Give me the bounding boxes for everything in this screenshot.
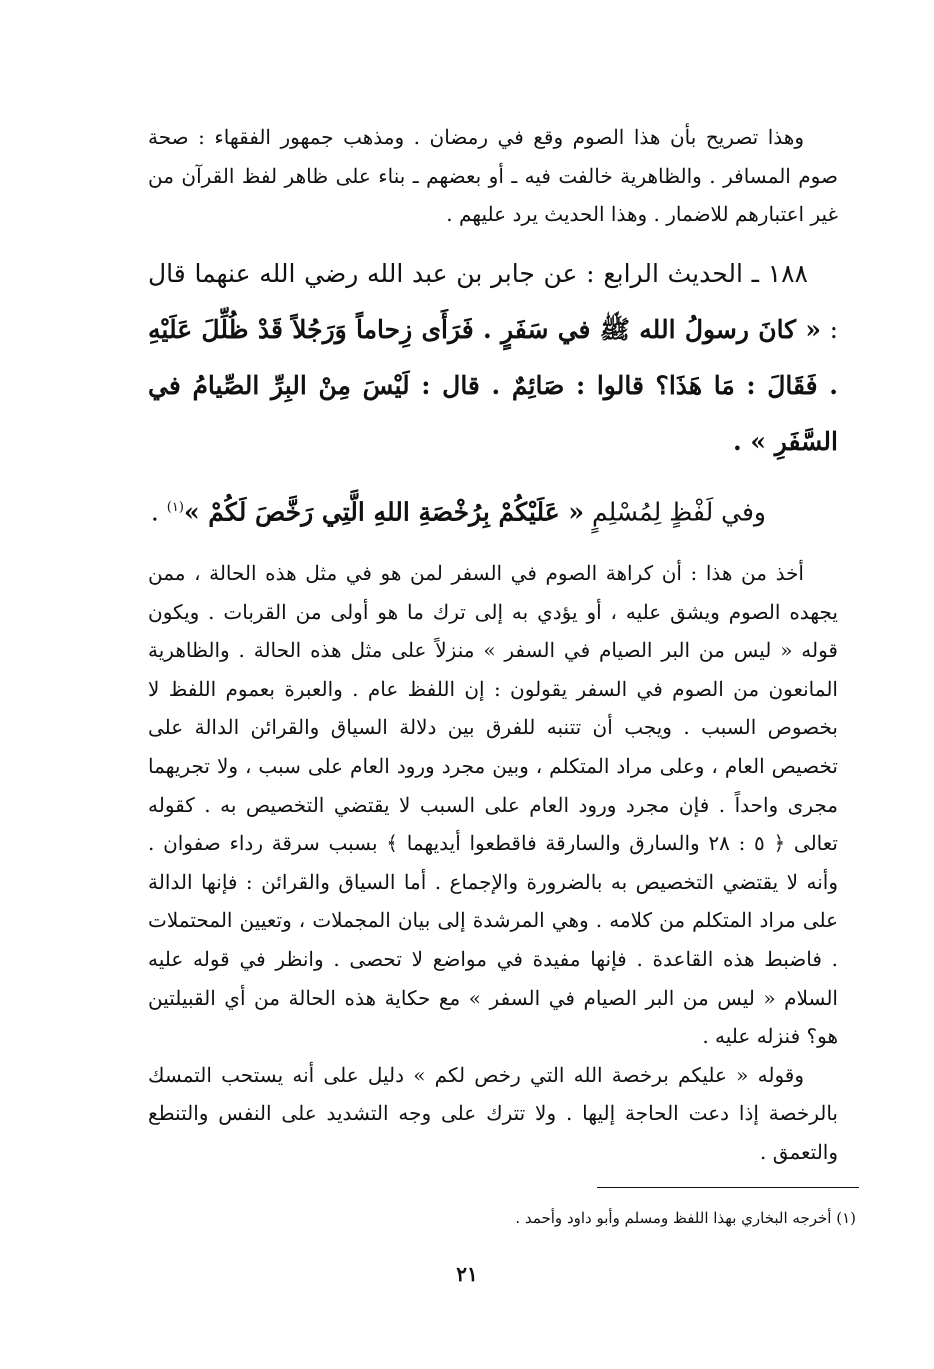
page-body <box>148 118 838 1172</box>
hadith-intro: ١٨٨ ـ الحديث الرابع : عن جابر بن عبد الله رضي الله عنهما قال : <box>148 258 838 344</box>
muslim-prefix: وفي لَفْظٍ لِمُسْلِمٍ <box>591 497 766 527</box>
intro-paragraph: وهذا تصريح بأن هذا الصوم وقع في رمضان . ومذهب جمهور الفقهاء : صحة صوم المسافر . والظاهرية خالفت فيه ـ أو بعضهم ـ بناء على ظاهر لفظ القرآن من غير اعتبارهم للاضمار . وهذا الحديث يرد عليهم . <box>148 125 838 227</box>
page-number: ٢١ <box>456 1262 478 1286</box>
footnote-ref[interactable]: (١) <box>166 499 184 515</box>
muslim-end: . <box>150 497 167 527</box>
footnote: (١) أخرجه البخاري بهذا اللفظ ومسلم وأبو داود وأحمد . <box>515 1209 856 1227</box>
muslim-narration <box>148 480 838 540</box>
footnote-divider <box>597 1187 859 1188</box>
hadith-paragraph <box>148 246 838 470</box>
hadith-text: « كانَ رسولُ الله ﷺ في سَفَرٍ . فَرَأَى زِحاماً وَرَجُلاً قَدْ ظُلِّلَ عَلَيْهِ . فَقَالَ : مَا هَذَا؟ قالوا : صَائِمٌ . قال : لَيْسَ مِنْ البِرِّ الصِّيامُ في السَّفَرِ » . <box>148 314 838 456</box>
muslim-text: « عَلَيْكُمْ بِرُخْصَةِ اللهِ الَّتِي رَخَّصَ لَكُمْ » <box>183 497 584 527</box>
closing-paragraph: وقوله « عليكم برخصة الله التي رخص لكم » دليل على أنه يستحب التمسك بالرخصة إذا دعت الحاجة إليها . ولا تترك على وجه التشديد على النفس والتنطع والتعمق . <box>148 1062 838 1165</box>
commentary-paragraph: أخذ من هذا : أن كراهة الصوم في السفر لمن هو في مثل هذه الحالة ، ممن يجهده الصوم ويشق عليه ، أو يؤدي به إلى ترك ما هو أولى من القربات . ويكون قوله « ليس من البر الصيام في السفر » منزلاً على مثل هذه الحالة . والظاهرية المانعون من الصوم في السفر يقولون : إن اللفظ عام . والعبرة بعموم اللفظ لا بخصوص السبب . ويجب أن تتنبه للفرق بين دلالة السياق والقرائن الدالة على تخصيص العام ، وعلى مراد المتكلم ، وبين مجرد ورود العام على سبب ، ولا تجريهما مجرى واحداً . فإن مجرد ورود العام على السبب لا يقتضي التخصيص به . كقوله تعالى ﴿ ٥ : ٢٨ والسارق والسارقة فاقطعوا أيديهما ﴾ بسبب سرقة رداء صفوان . وأنه لا يقتضي التخصيص به بالضرورة والإجماع . أما السياق والقرائن : فإنها الدالة على مراد المتكلم من كلامه . وهي المرشدة إلى بيان المجملات ، وتعيين المحتملات . فاضبط هذه القاعدة . فإنها مفيدة في مواضع لا تحصى . وانظر في قوله عليه السلام « ليس من البر الصيام في السفر » مع حكاية هذه الحالة من أي القبيلتين هو؟ فنزله عليه . <box>148 561 838 1049</box>
